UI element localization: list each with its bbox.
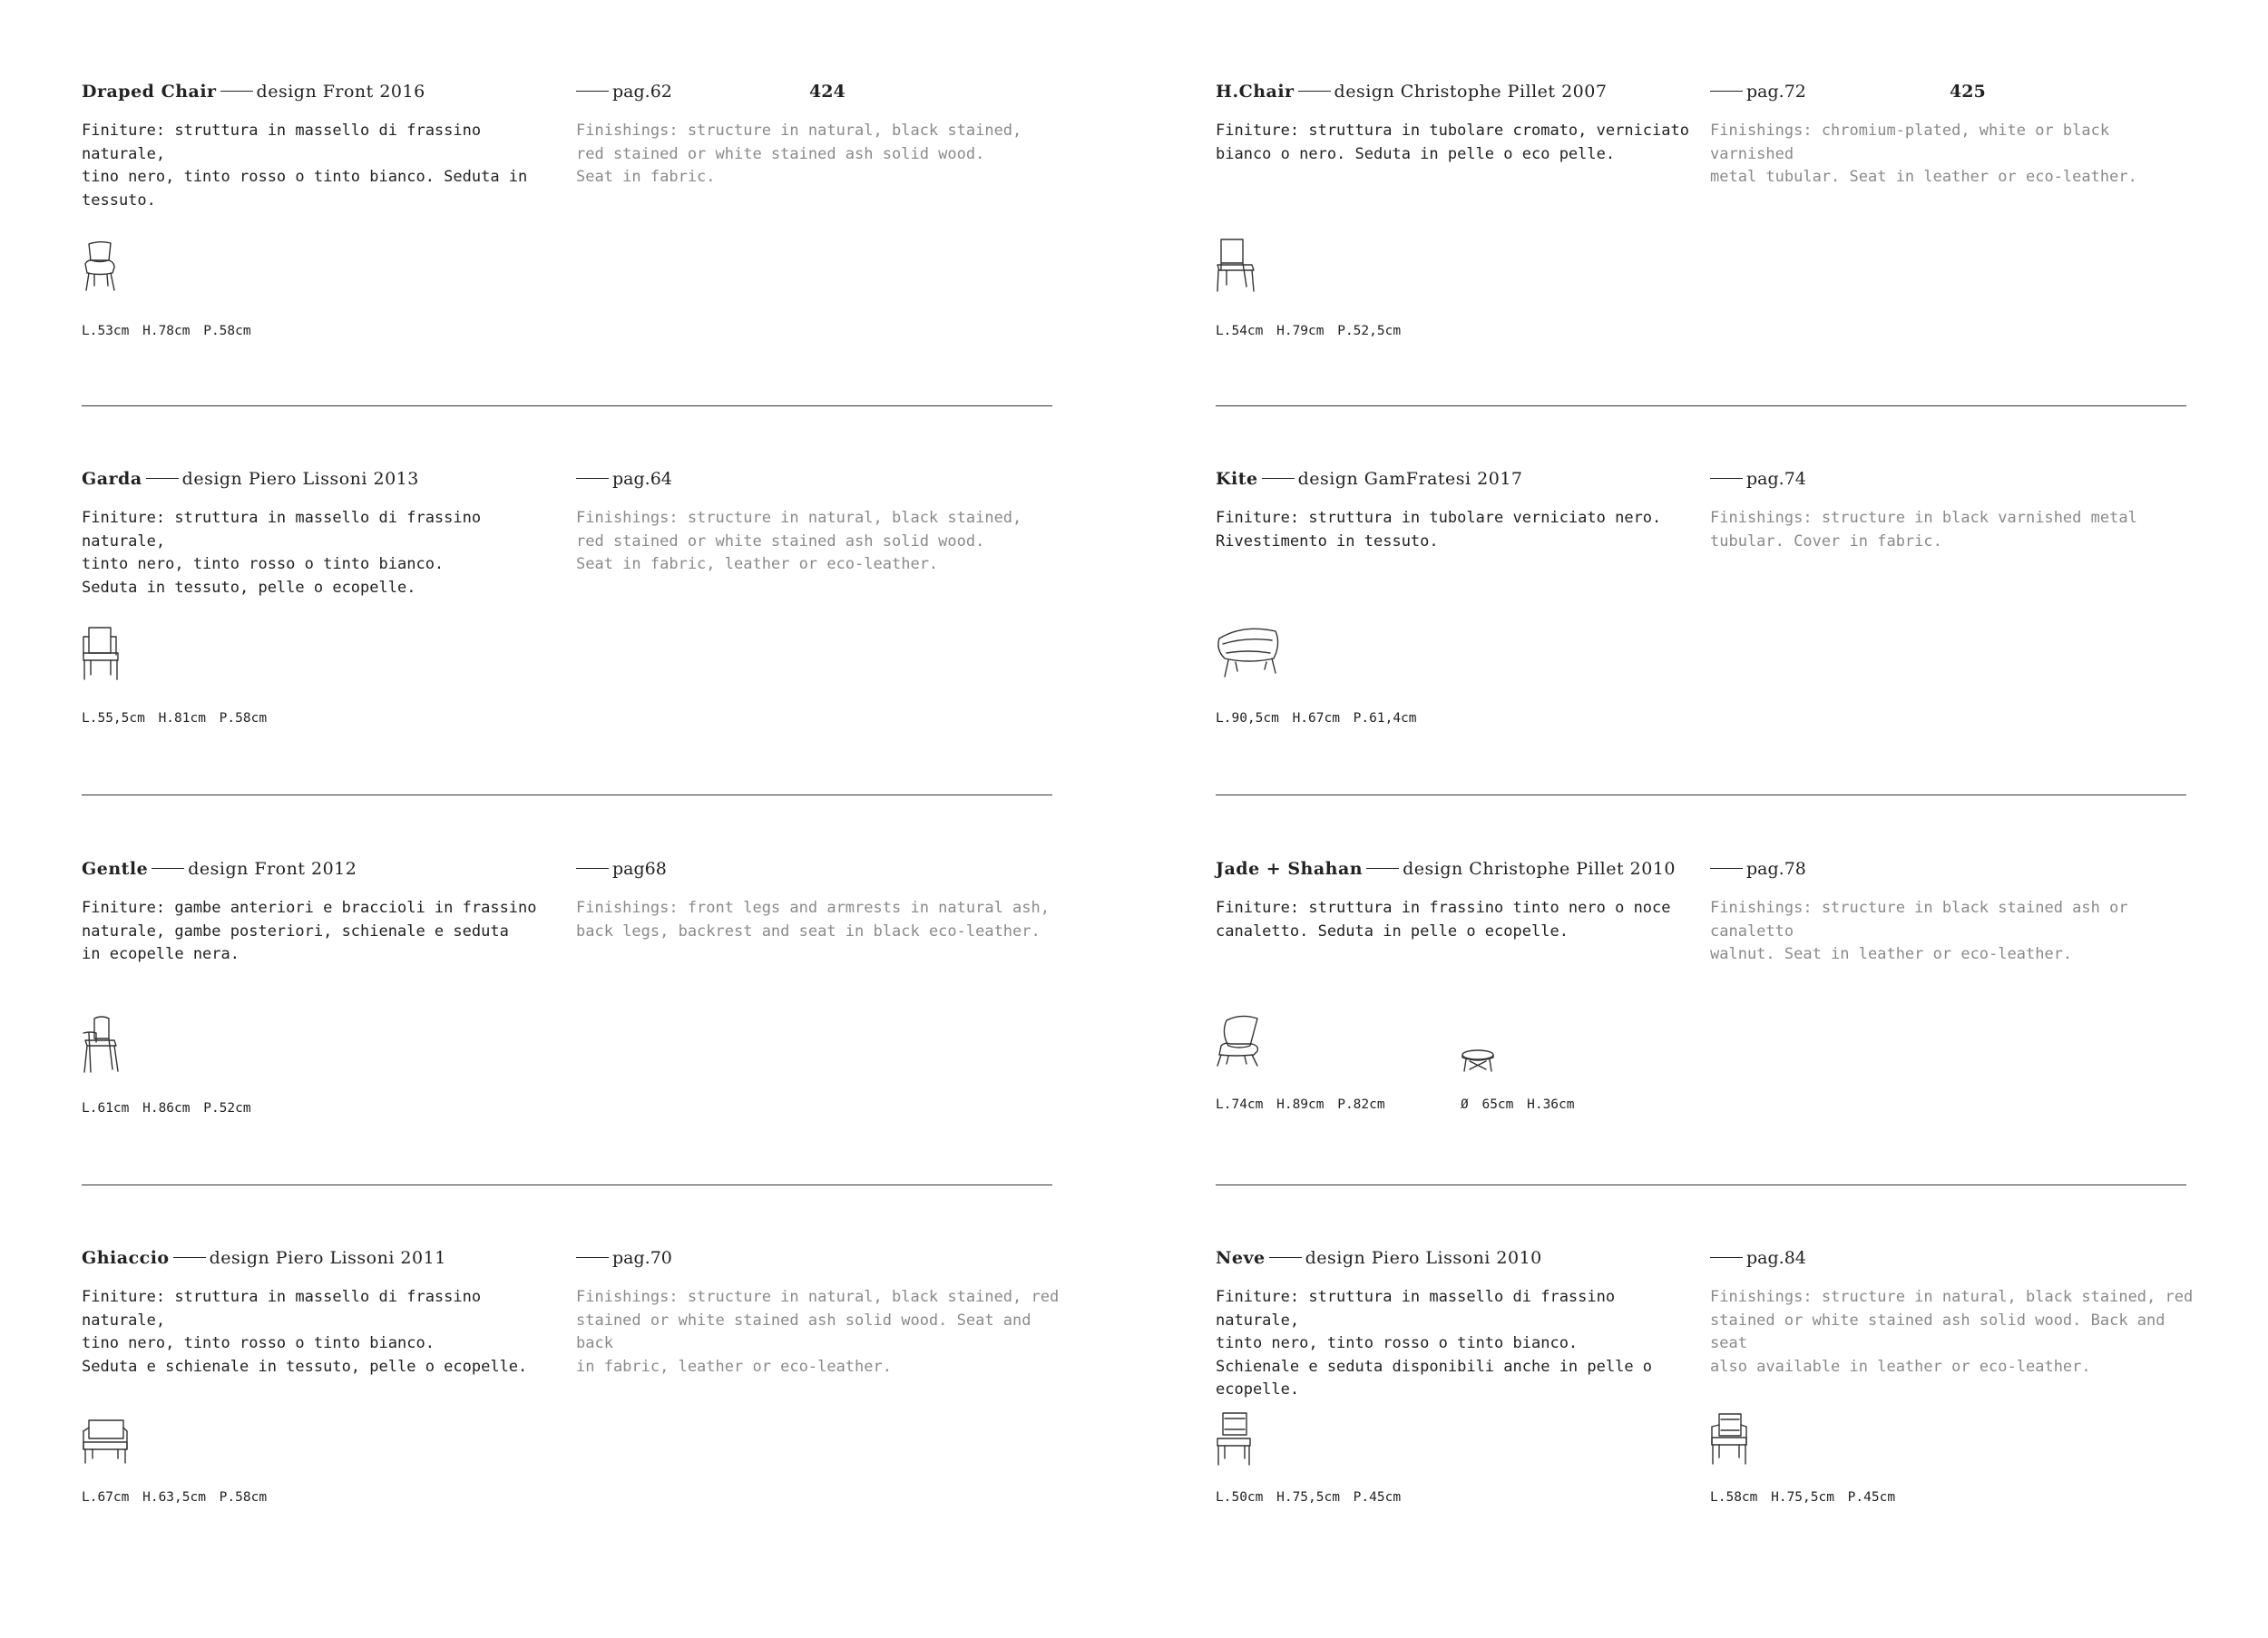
product-designer: design Piero Lissoni 2013 [181,469,419,489]
kite-armchair-icon [1216,626,1281,683]
h-chair-icon [1216,238,1256,297]
product-dimensions: L.61cm H.86cm P.52cm [82,1101,251,1116]
product-header [1216,1248,1542,1268]
product-header [82,82,425,102]
page-reference: pag.62 [576,82,672,102]
finishes-english: Finishings: structure in natural, black stained, red stained or white stained ash solid wood. Seat and back in fabric, leather or eco-leather. [576,1288,1060,1376]
page-reference: pag68 [576,859,667,879]
ghiaccio-armchair-icon [82,1419,129,1468]
product-header [82,1248,446,1268]
page-reference: pag.64 [576,469,672,489]
finishes-english: Finishings: front legs and armrests in natural ash, back legs, backrest and seat in black eco-leather. [576,899,1050,941]
product-h-chair [1216,82,2186,472]
product-name: Kite [1216,469,1258,489]
product-header [82,469,419,489]
finishes-english: Finishings: structure in natural, black stained, red stained or white stained ash solid wood. Seat in fabric, leather or eco-leather. [576,509,1022,573]
product-designer: design Piero Lissoni 2011 [209,1248,446,1268]
finishes-english: Finishings: structure in black varnished metal tubular. Cover in fabric. [1710,509,2137,551]
finishes-italian: Finiture: struttura in frassino tinto nero o noce canaletto. Seduta in pelle o ecopelle. [1216,899,1671,941]
product-dimensions: L.74cm H.89cm P.82cm [1216,1097,1385,1112]
product-dimensions: L.55,5cm H.81cm P.58cm [82,711,268,726]
product-dimensions: L.54cm H.79cm P.52,5cm [1216,324,1402,338]
page-reference: pag.70 [576,1248,672,1268]
product-designer: design Christophe Pillet 2007 [1334,82,1608,102]
product-name: Gentle [82,859,149,879]
finishes-italian: Finiture: struttura in tubolare cromato, verniciato bianco o nero. Seduta in pelle o eco pelle. [1216,122,1689,163]
finishes-english: Finishings: structure in black stained ash or canaletto walnut. Seat in leather or eco-leather. [1710,899,2128,963]
finishes-italian: Finiture: struttura in massello di frassino naturale, tinto nero, tinto rosso o tinto bianco. Schienale e seduta disponibili anche in pelle o ecopelle. [1216,1288,1653,1399]
product-name: Neve [1216,1248,1266,1268]
product-name: Ghiaccio [82,1248,170,1268]
product-designer: design Piero Lissoni 2010 [1305,1248,1542,1268]
page-reference: pag.84 [1710,1248,1806,1268]
neve-armchair-icon [1710,1412,1748,1469]
product-header [82,859,357,879]
product-dimensions: L.53cm H.78cm P.58cm [82,324,251,338]
right-page [1134,0,2268,1604]
finishes-english: Finishings: structure in natural, black stained, red stained or white stained ash solid wood. Seat in fabric. [576,122,1022,186]
product-draped-chair [82,82,1052,472]
product-name: H.Chair [1216,82,1295,102]
product-name: Jade + Shahan [1216,859,1364,879]
draped-chair-icon [82,240,118,296]
product-dimensions: L.50cm H.75,5cm P.45cm [1216,1490,1402,1505]
product-header [1216,469,1523,489]
product-dimensions: L.67cm H.63,5cm P.58cm [82,1490,268,1505]
page-reference: pag.74 [1710,469,1806,489]
finishes-italian: Finiture: struttura in massello di frassino naturale, tino nero, tinto rosso o tinto bianco. Seduta in tessuto. [82,122,528,210]
product-designer: design Front 2016 [256,82,425,102]
product-dimensions-secondary: L.58cm H.75,5cm P.45cm [1710,1490,1896,1505]
gentle-chair-icon [82,1015,120,1077]
garda-chair-icon [82,626,120,685]
product-neve [1216,1248,2194,1638]
product-designer: design Front 2012 [188,859,357,879]
section-divider [1216,405,2186,406]
product-designer: design GamFratesi 2017 [1297,469,1523,489]
product-dimensions-secondary: Ø 65cm H.36cm [1461,1097,1575,1112]
product-gentle [82,859,1052,1249]
jade-lounge-chair-icon [1216,1015,1261,1072]
product-header [1216,859,1676,879]
neve-chair-icon [1216,1411,1252,1470]
finishes-italian: Finiture: struttura in tubolare verniciato nero. Rivestimento in tessuto. [1216,509,1662,551]
product-designer: design Christophe Pillet 2010 [1403,859,1677,879]
product-name: Draped Chair [82,82,217,102]
left-page [0,0,1134,1604]
product-ghiaccio [82,1248,1060,1638]
product-name: Garda [82,469,142,489]
shahan-side-table-icon [1461,1049,1495,1077]
page-number-right: 425 [1950,82,1986,102]
finishes-english: Finishings: chromium-plated, white or black varnished metal tubular. Seat in leather or eco-leather. [1710,122,2137,186]
product-garda [82,469,1052,859]
product-jade-shahan [1216,859,2186,1249]
finishes-italian: Finiture: gambe anteriori e braccioli in frassino naturale, gambe posteriori, schienale e seduta in ecopelle nera. [82,899,537,963]
page-reference: pag.72 [1710,82,1806,102]
finishes-italian: Finiture: struttura in massello di frassino naturale, tinto nero, tinto rosso o tinto bianco. Seduta in tessuto, pelle o ecopelle. [82,509,482,597]
product-dimensions: L.90,5cm H.67cm P.61,4cm [1216,711,1417,726]
finishes-italian: Finiture: struttura in massello di frassino naturale, tino nero, tinto rosso o tinto bianco. Seduta e schienale in tessuto, pelle o ecopelle. [82,1288,528,1376]
page-number-left: 424 [809,82,846,102]
section-divider [82,405,1052,406]
product-kite [1216,469,2186,859]
finishes-english: Finishings: structure in natural, black stained, red stained or white stained ash solid wood. Back and seat also available in leather or eco-leather. [1710,1288,2194,1376]
product-header [1216,82,1607,102]
page-reference: pag.78 [1710,859,1806,879]
